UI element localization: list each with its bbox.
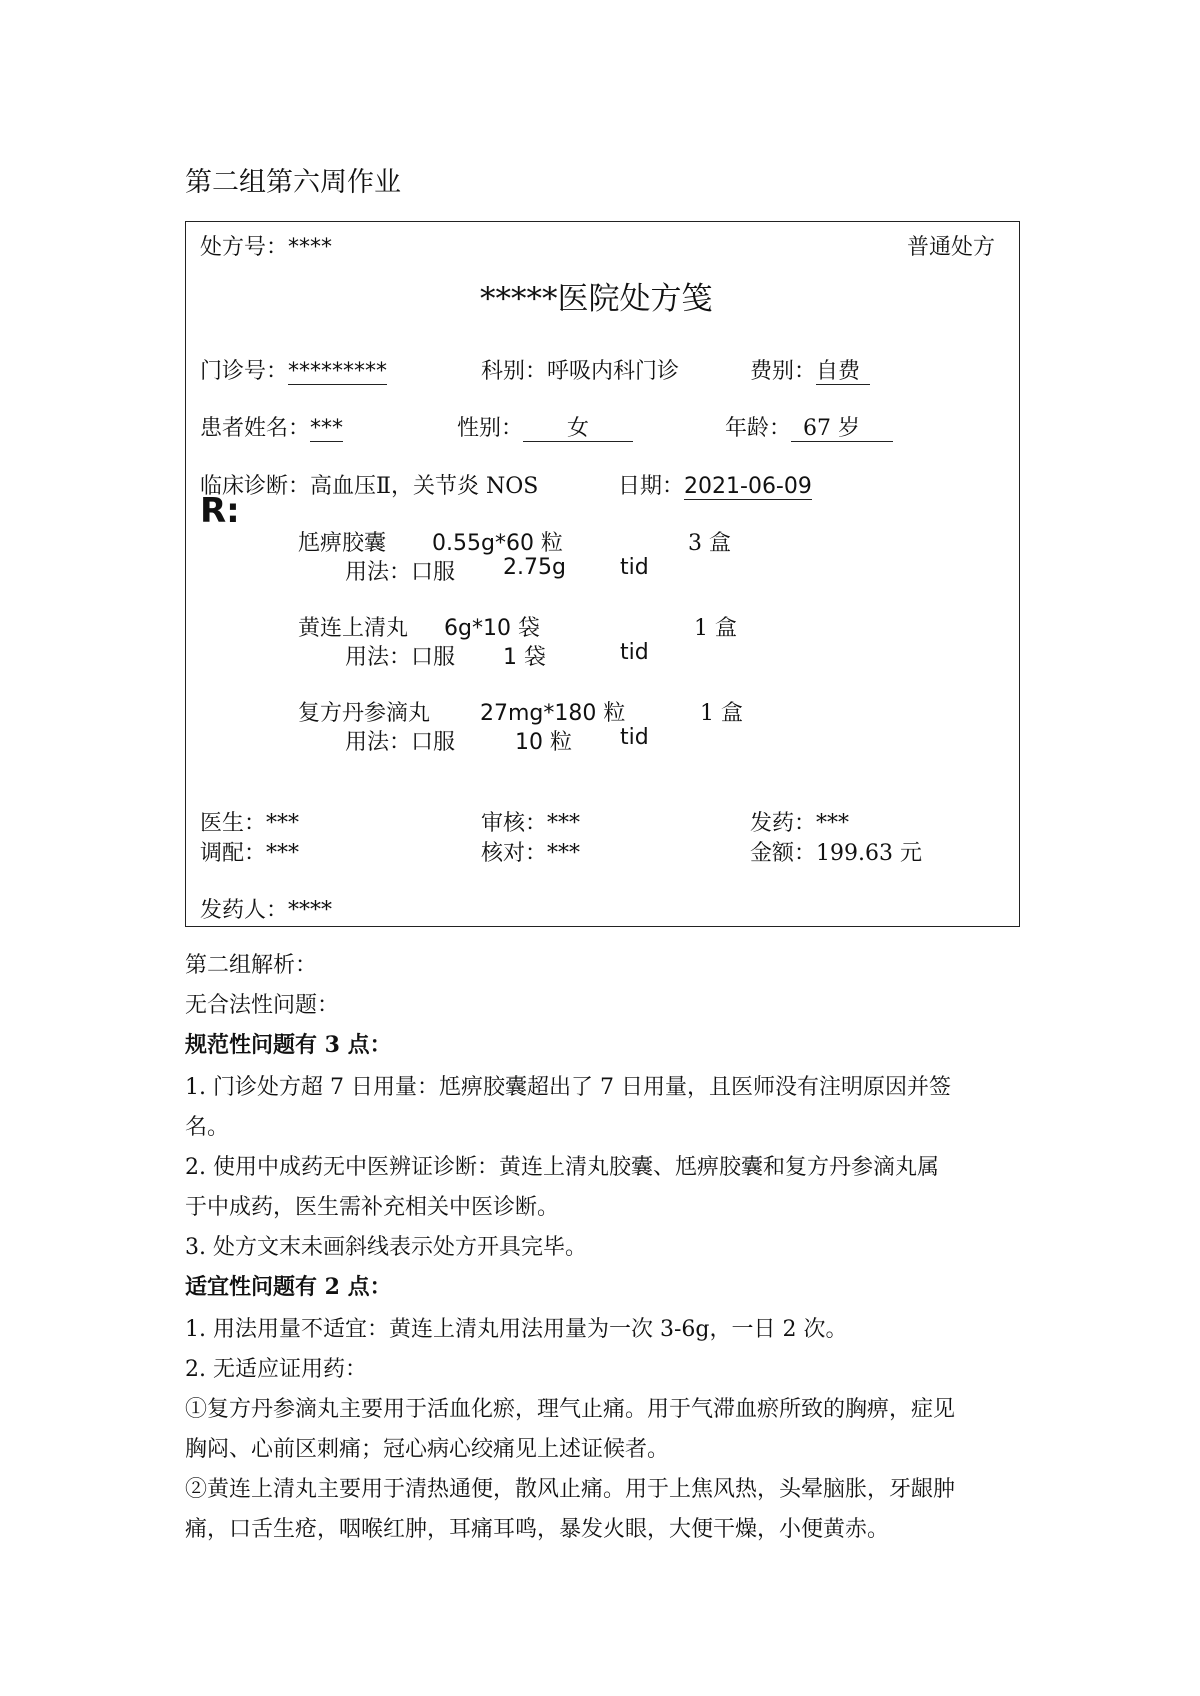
date-label: 日期：	[618, 474, 685, 499]
diagnosis-value: 高血压Ⅱ，关节炎 NOS	[310, 474, 539, 499]
patient-name-label: 患者姓名：	[200, 416, 311, 441]
patient-sex	[457, 411, 633, 442]
normative-item: 于中成药，医生需补充相关中医诊断。	[185, 1195, 560, 1220]
suitability-item: ①复方丹参滴丸主要用于活血化瘀，理气止痛。用于气滞血瘀所致的胸痹，症见	[185, 1397, 956, 1422]
check-signature: 核对：***	[481, 841, 581, 866]
suitability-item: 2. 无适应证用药：	[185, 1357, 367, 1382]
prescription-number-label: 处方号：	[200, 235, 289, 260]
fee-type-value: 自费	[816, 359, 870, 385]
suitability-item: 胸闷、心前区刺痛；冠心病心绞痛见上述证候者。	[185, 1437, 670, 1462]
clinic-number-value: *********	[288, 359, 388, 384]
suitability-item: 痛，口舌生疮，咽喉红肿，耳痛耳鸣，暴发火眼，大便干燥，小便黄赤。	[185, 1517, 890, 1542]
document-title: 第二组第六周作业	[185, 167, 401, 198]
usage-route: 口服	[411, 560, 456, 585]
legality-note: 无合法性问题：	[185, 993, 340, 1018]
total-amount	[750, 836, 922, 867]
usage-label: 用法：	[345, 560, 412, 585]
analysis-heading: 第二组解析：	[185, 953, 318, 978]
clinical-diagnosis	[200, 469, 538, 500]
usage-route: 口服	[411, 645, 456, 670]
drug-usage	[345, 640, 455, 671]
patient-sex-label: 性别：	[457, 416, 524, 441]
drug-spec: 0.55g*60 粒	[432, 531, 563, 556]
usage-route: 口服	[411, 730, 456, 755]
normative-item: 名。	[185, 1115, 230, 1140]
suitability-heading: 适宜性问题有 2 点：	[185, 1274, 392, 1300]
department-value: 呼吸内科门诊	[547, 359, 680, 384]
drug-quantity: 1 盒	[700, 701, 743, 726]
prescription-number-value: ****	[288, 235, 333, 260]
drug-quantity: 1 盒	[694, 616, 737, 641]
dispense-signature: 发药：***	[750, 811, 850, 836]
usage-label: 用法：	[345, 730, 412, 755]
department-label: 科别：	[481, 359, 548, 384]
suitability-item: 1. 用法用量不适宜：黄连上清丸用法用量为一次 3-6g，一日 2 次。	[185, 1317, 848, 1342]
drug-name: 尪痹胶囊	[298, 531, 387, 556]
prescription-type: 普通处方	[907, 235, 996, 260]
usage-frequency: tid	[620, 725, 649, 750]
patient-name	[200, 411, 343, 442]
patient-age-value: 67 岁	[791, 416, 893, 442]
rx-symbol: R:	[200, 491, 240, 531]
amount-value: 199.63 元	[816, 841, 922, 866]
usage-dose: 1 袋	[503, 645, 546, 670]
prescription-date	[618, 469, 812, 500]
drug-name: 复方丹参滴丸	[298, 701, 431, 726]
usage-label: 用法：	[345, 645, 412, 670]
usage-frequency: tid	[620, 640, 649, 665]
patient-age	[725, 411, 893, 442]
patient-sex-value: 女	[523, 416, 633, 442]
doctor-signature: 医生：***	[200, 811, 300, 836]
dispenser-signature: 发药人：****	[200, 898, 333, 923]
clinic-number-label: 门诊号：	[200, 359, 289, 384]
reviewer-signature: 审核：***	[481, 811, 581, 836]
prescription-form	[185, 221, 1020, 927]
fee-type-label: 费别：	[750, 359, 817, 384]
normative-item: 1. 门诊处方超 7 日用量：尪痹胶囊超出了 7 日用量，且医师没有注明原因并签	[185, 1075, 951, 1100]
department	[481, 354, 679, 385]
suitability-item: ②黄连上清丸主要用于清热通便，散风止痛。用于上焦风热，头晕脑胀，牙龈肿	[185, 1477, 956, 1502]
drug-usage	[345, 725, 455, 756]
usage-dose: 10 粒	[515, 730, 572, 755]
normative-item: 2. 使用中成药无中医辨证诊断：黄连上清丸胶囊、尪痹胶囊和复方丹参滴丸属	[185, 1155, 939, 1180]
drug-spec: 27mg*180 粒	[480, 701, 626, 726]
normative-item: 3. 处方文末未画斜线表示处方开具完毕。	[185, 1235, 587, 1260]
patient-name-value: ***	[310, 416, 344, 441]
compound-signature: 调配：***	[200, 841, 300, 866]
drug-quantity: 3 盒	[688, 531, 731, 556]
clinic-number	[200, 354, 387, 385]
usage-frequency: tid	[620, 555, 649, 580]
diagnosis-label: 临床诊断：	[200, 474, 311, 499]
prescription-number	[200, 230, 332, 261]
fee-type	[750, 354, 870, 385]
prescription-title: *****医院处方笺	[480, 281, 713, 317]
amount-label: 金额：	[750, 841, 817, 866]
patient-age-label: 年龄：	[725, 416, 792, 441]
usage-dose: 2.75g	[503, 555, 566, 580]
date-value: 2021-06-09	[684, 474, 812, 499]
drug-name: 黄连上清丸	[298, 616, 409, 641]
normative-heading: 规范性问题有 3 点：	[185, 1032, 392, 1058]
drug-spec: 6g*10 袋	[444, 616, 540, 641]
drug-usage	[345, 555, 455, 586]
